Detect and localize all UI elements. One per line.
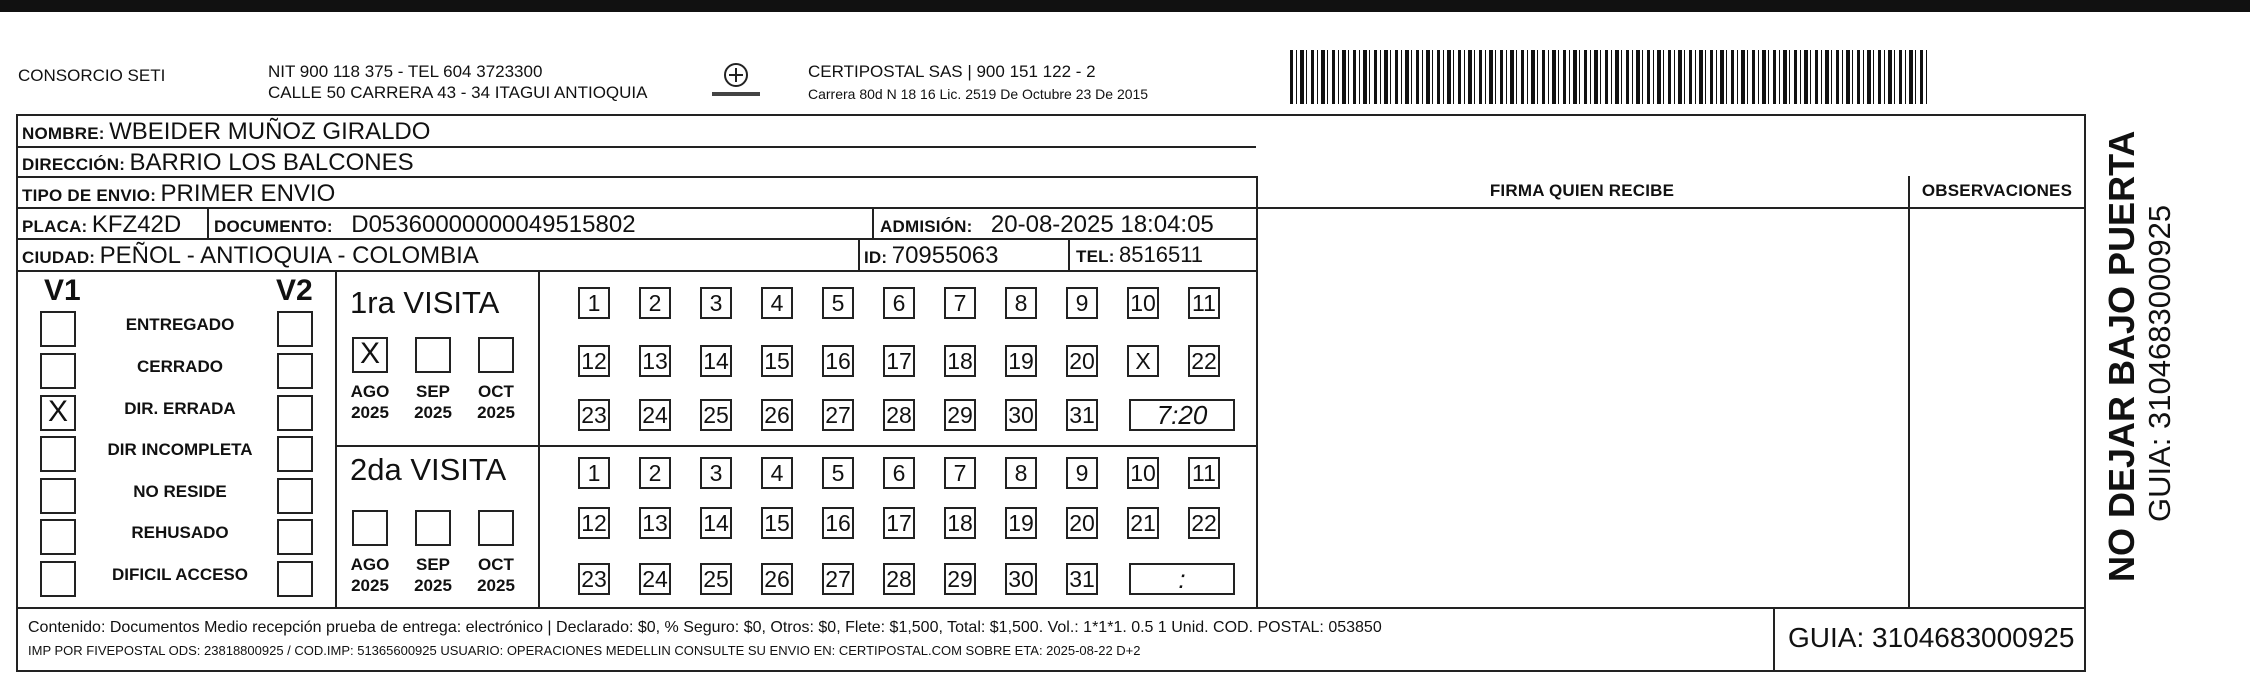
visit1-day-box[interactable]: 4 <box>761 287 793 319</box>
observaciones-area[interactable] <box>1910 209 2084 605</box>
barcode <box>1290 50 1930 104</box>
visit2-day-box[interactable]: 14 <box>700 507 732 539</box>
v2-checkbox[interactable] <box>277 353 313 389</box>
visit1-year-label: 2025 <box>351 403 389 422</box>
v2-checkbox[interactable] <box>277 311 313 347</box>
visit2-day-box[interactable]: 17 <box>883 507 915 539</box>
documento-value: D05360000000049515802 <box>351 211 636 238</box>
visit1-day-box[interactable]: 12 <box>578 345 610 377</box>
visit1-day-box[interactable]: 1 <box>578 287 610 319</box>
status-label: REHUSADO <box>131 523 229 542</box>
visit2-year-label: 2025 <box>351 576 389 595</box>
id-label: ID: <box>864 248 888 267</box>
visit2-day-box[interactable]: 3 <box>700 457 732 489</box>
status-label: CERRADO <box>137 357 223 376</box>
v1-checkbox[interactable]: X <box>40 395 76 431</box>
visit1-day-box[interactable]: 29 <box>944 399 976 431</box>
visit2-time-box[interactable]: : <box>1129 563 1235 595</box>
visit2-month-checkbox[interactable] <box>352 510 388 546</box>
visit1-day-box[interactable]: 6 <box>883 287 915 319</box>
visit1-day-box-marked[interactable]: X <box>1127 345 1159 377</box>
visit1-day-box[interactable]: 15 <box>761 345 793 377</box>
visit2-day-box[interactable]: 20 <box>1066 507 1098 539</box>
visit2-day-box[interactable]: 8 <box>1005 457 1037 489</box>
visit1-day-box[interactable]: 9 <box>1066 287 1098 319</box>
visit2-day-box[interactable]: 19 <box>1005 507 1037 539</box>
visit2-day-box[interactable]: 23 <box>578 563 610 595</box>
visit1-year-label: 2025 <box>477 403 515 422</box>
company-address: CALLE 50 CARRERA 43 - 34 ITAGUI ANTIOQUIA <box>268 83 648 102</box>
nombre-value: WBEIDER MUÑOZ GIRALDO <box>109 118 431 145</box>
visit2-day-box[interactable]: 5 <box>822 457 854 489</box>
visit2-month-checkbox[interactable] <box>478 510 514 546</box>
visit1-day-box[interactable]: 18 <box>944 345 976 377</box>
visit2-day-box[interactable]: 16 <box>822 507 854 539</box>
visit2-day-box[interactable]: 4 <box>761 457 793 489</box>
v1-checkbox[interactable] <box>40 436 76 472</box>
visit1-title: 1ra VISITA <box>350 285 500 320</box>
placa-value: KFZ42D <box>91 211 182 238</box>
v1-checkbox[interactable] <box>40 478 76 514</box>
visit2-day-box[interactable]: 27 <box>822 563 854 595</box>
status-label: DIR. ERRADA <box>124 399 236 418</box>
visit2-day-box[interactable]: 29 <box>944 563 976 595</box>
observaciones-header: OBSERVACIONES <box>1921 181 2073 200</box>
v1-header: V1 <box>44 274 81 307</box>
visit2-day-box[interactable]: 26 <box>761 563 793 595</box>
status-label: DIFICIL ACCESO <box>111 565 248 584</box>
v2-checkbox[interactable] <box>277 519 313 555</box>
visit1-day-box[interactable]: 23 <box>578 399 610 431</box>
visit1-day-box[interactable]: 20 <box>1066 345 1098 377</box>
visit1-day-box[interactable]: 31 <box>1066 399 1098 431</box>
visit1-day-box[interactable]: 27 <box>822 399 854 431</box>
visit2-day-box[interactable]: 7 <box>944 457 976 489</box>
visit1-day-box[interactable]: 22 <box>1188 345 1220 377</box>
visit2-day-box[interactable]: 6 <box>883 457 915 489</box>
direccion-label: DIRECCIÓN: <box>22 155 126 174</box>
footer-content: Contenido: Documentos Medio recepción prueba de entrega: electrónico | Declarado: $0, % Seguro: $0, Otros: $0, Flete: $1,500, Total: $1,500. Vol.: 1*1*1. 0.5 1 Unid. COD. POSTAL: 053850 <box>28 619 1382 636</box>
visit1-month-checkbox[interactable]: X <box>352 337 388 373</box>
visit2-day-box[interactable]: 12 <box>578 507 610 539</box>
v1-checkbox[interactable] <box>40 519 76 555</box>
v2-checkbox[interactable] <box>277 436 313 472</box>
visit1-month-checkbox[interactable] <box>478 337 514 373</box>
v1-checkbox[interactable] <box>40 353 76 389</box>
visit1-day-box[interactable]: 19 <box>1005 345 1037 377</box>
signature-area[interactable] <box>1258 209 1906 605</box>
visit1-day-box[interactable]: 14 <box>700 345 732 377</box>
admision-value: 20-08-2025 18:04:05 <box>990 211 1214 238</box>
visit1-day-box[interactable]: 8 <box>1005 287 1037 319</box>
placa-label: PLACA: <box>22 217 88 236</box>
tipo-envio-value: PRIMER ENVIO <box>160 180 336 207</box>
visit1-day-box[interactable]: 11 <box>1188 287 1220 319</box>
visit2-day-box[interactable]: 2 <box>639 457 671 489</box>
carrier-address: Carrera 80d N 18 16 Lic. 2519 De Octubre 23 De 2015 <box>808 86 1149 102</box>
visit2-month-label: OCT <box>478 555 514 574</box>
visit2-title: 2da VISITA <box>350 452 507 487</box>
company-name: CONSORCIO SETI <box>18 66 166 85</box>
tel-label: TEL: <box>1076 247 1115 266</box>
visit1-day-box[interactable]: 28 <box>883 399 915 431</box>
visit1-month-label: AGO <box>350 382 390 401</box>
visit1-day-box[interactable]: 17 <box>883 345 915 377</box>
company-nit: NIT 900 118 375 - TEL 604 3723300 <box>268 62 543 81</box>
nombre-label: NOMBRE: <box>22 124 105 143</box>
visit1-day-box[interactable]: 7 <box>944 287 976 319</box>
visit1-month-label: SEP <box>415 382 451 401</box>
v2-checkbox[interactable] <box>277 561 313 597</box>
visit2-month-label: AGO <box>350 555 390 574</box>
ciudad-value: PEÑOL - ANTIOQUIA - COLOMBIA <box>99 242 479 269</box>
visit2-day-box[interactable]: 1 <box>578 457 610 489</box>
visit2-day-box[interactable]: 30 <box>1005 563 1037 595</box>
visit1-month-label: OCT <box>478 382 514 401</box>
visit1-day-box[interactable]: 30 <box>1005 399 1037 431</box>
visit2-day-box[interactable]: 21 <box>1127 507 1159 539</box>
visit1-day-box[interactable]: 5 <box>822 287 854 319</box>
visit1-month-checkbox[interactable] <box>415 337 451 373</box>
visit1-day-box[interactable]: 10 <box>1127 287 1159 319</box>
status-label: ENTREGADO <box>125 315 235 334</box>
visit1-day-box[interactable]: 2 <box>639 287 671 319</box>
visit2-day-box[interactable]: 9 <box>1066 457 1098 489</box>
ciudad-label: CIUDAD: <box>22 248 96 267</box>
visit1-day-box[interactable]: 24 <box>639 399 671 431</box>
visit2-day-box[interactable]: 22 <box>1188 507 1220 539</box>
visit2-day-box[interactable]: 31 <box>1066 563 1098 595</box>
footer-imp: IMP POR FIVEPOSTAL ODS: 23818800925 / COD.IMP: 51365600925 USUARIO: OPERACIONES MEDELLIN CONSULTE SU ENVIO EN: CERTIPOSTAL.COM SOBRE ETA: 2025-08-22 D+2 <box>28 643 1141 658</box>
visit1-day-box[interactable]: 25 <box>700 399 732 431</box>
visit2-day-box[interactable]: 10 <box>1127 457 1159 489</box>
v2-header: V2 <box>276 274 313 307</box>
visit2-day-box[interactable]: 24 <box>639 563 671 595</box>
visit2-year-label: 2025 <box>414 576 452 595</box>
visit2-day-box[interactable]: 13 <box>639 507 671 539</box>
visit1-day-box[interactable]: 3 <box>700 287 732 319</box>
documento-label: DOCUMENTO: <box>214 217 333 236</box>
visit2-day-box[interactable]: 18 <box>944 507 976 539</box>
status-label: DIR INCOMPLETA <box>107 440 253 459</box>
carrier-name: CERTIPOSTAL SAS | 900 151 122 - 2 <box>808 62 1096 81</box>
v1-checkbox[interactable] <box>40 561 76 597</box>
tipo-envio-label: TIPO DE ENVIO: <box>22 186 157 205</box>
v1-checkbox[interactable] <box>40 311 76 347</box>
visit2-day-box[interactable]: 15 <box>761 507 793 539</box>
visit1-day-box[interactable]: 26 <box>761 399 793 431</box>
visit1-day-box[interactable]: 16 <box>822 345 854 377</box>
admision-label: ADMISIÓN: <box>880 217 973 236</box>
v2-checkbox[interactable] <box>277 395 313 431</box>
direccion-value: BARRIO LOS BALCONES <box>129 149 414 176</box>
visit2-day-box[interactable]: 25 <box>700 563 732 595</box>
visit2-month-label: SEP <box>415 555 451 574</box>
status-label: NO RESIDE <box>133 482 227 501</box>
visit2-day-box[interactable]: 28 <box>883 563 915 595</box>
visit1-day-box[interactable]: 13 <box>639 345 671 377</box>
visit1-year-label: 2025 <box>414 403 452 422</box>
v2-checkbox[interactable] <box>277 478 313 514</box>
top-border <box>0 0 2250 12</box>
visit1-time-box[interactable]: 7:20 <box>1129 399 1235 431</box>
certipostal-logo <box>710 60 762 104</box>
visit2-month-checkbox[interactable] <box>415 510 451 546</box>
tel-value: 8516511 <box>1119 242 1204 267</box>
id-value: 70955063 <box>891 242 999 269</box>
no-dejar-warning: NO DEJAR BAJO PUERTA <box>2101 130 2142 582</box>
side-guia: GUIA: 3104683000925 <box>2142 204 2177 522</box>
firma-header: FIRMA QUIEN RECIBE <box>1489 181 1675 200</box>
footer-guia: GUIA: 3104683000925 <box>1788 622 2075 653</box>
visit2-year-label: 2025 <box>477 576 515 595</box>
visit2-day-box[interactable]: 11 <box>1188 457 1220 489</box>
